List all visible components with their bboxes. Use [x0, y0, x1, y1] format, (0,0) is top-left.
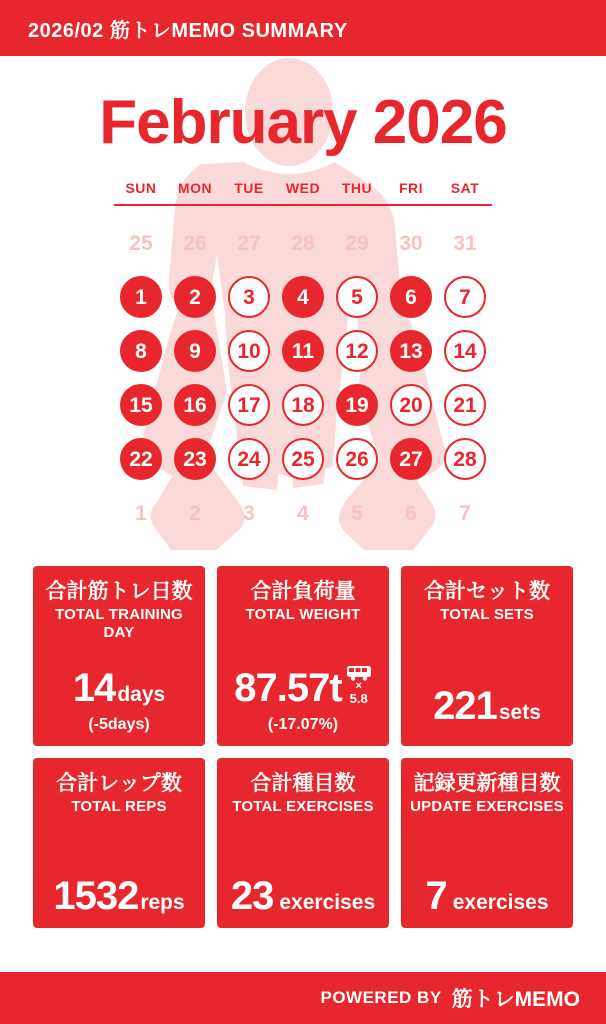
stat-unit: days	[117, 683, 166, 706]
weekday-wed: WED	[285, 180, 321, 196]
bus-multiplier: ×	[355, 679, 362, 692]
calendar-day[interactable]: 20	[390, 384, 432, 426]
calendar-weekday-row	[114, 180, 492, 206]
stat-unit: exercises	[452, 891, 549, 914]
calendar-day[interactable]: 8	[120, 330, 162, 372]
stat-delta: (-17.07%)	[267, 716, 339, 733]
calendar-day: 31	[453, 231, 477, 255]
stat-value-row	[425, 876, 548, 916]
weekday-sat: SAT	[450, 180, 480, 196]
stat-label-en: TOTAL REPS	[71, 798, 167, 816]
calendar-day[interactable]: 16	[174, 384, 216, 426]
calendar-day: 26	[183, 231, 207, 255]
stat-unit: sets	[498, 701, 541, 724]
stat-card-total-exercises	[217, 758, 389, 928]
calendar-day[interactable]: 4	[282, 276, 324, 318]
bus-count: 5.8	[349, 691, 368, 707]
calendar-day[interactable]: 25	[282, 438, 324, 480]
calendar-day-grid	[114, 216, 492, 540]
calendar-day[interactable]: 24	[228, 438, 270, 480]
stat-card-total-sets	[401, 566, 573, 746]
stat-label-jp: 合計種目数	[250, 772, 356, 795]
calendar-day[interactable]: 9	[174, 330, 216, 372]
calendar-day[interactable]: 21	[444, 384, 486, 426]
calendar-day: 25	[129, 231, 153, 255]
stat-value: 23	[230, 874, 274, 918]
stat-label-jp: 合計セット数	[424, 580, 550, 603]
stat-label-en: TOTAL SETS	[440, 606, 534, 624]
calendar-day[interactable]: 19	[336, 384, 378, 426]
calendar-day[interactable]: 3	[228, 276, 270, 318]
calendar-day[interactable]: 28	[444, 438, 486, 480]
stat-unit: exercises	[279, 891, 376, 914]
calendar-day[interactable]: 11	[282, 330, 324, 372]
calendar-day[interactable]: 7	[444, 276, 486, 318]
stat-value-row	[433, 686, 541, 726]
stat-value-row	[231, 876, 375, 916]
stat-card-training-days	[33, 566, 205, 746]
stat-value-row	[73, 668, 165, 708]
app-footer	[0, 972, 606, 1024]
calendar-day[interactable]: 26	[336, 438, 378, 480]
calendar-day[interactable]: 27	[390, 438, 432, 480]
calendar-day: 2	[189, 501, 201, 525]
stat-card-total-reps	[33, 758, 205, 928]
calendar-day: 30	[399, 231, 423, 255]
calendar-day[interactable]: 13	[390, 330, 432, 372]
stat-label-en: TOTAL EXERCISES	[232, 798, 374, 816]
stat-label-jp: 合計負荷量	[250, 580, 356, 603]
stat-value: 7	[425, 874, 447, 918]
stat-label-jp: 合計筋トレ日数	[45, 580, 193, 603]
bus-equivalent	[346, 665, 372, 706]
calendar-day: 7	[459, 501, 471, 525]
calendar-day[interactable]: 22	[120, 438, 162, 480]
calendar-day[interactable]: 1	[120, 276, 162, 318]
calendar-day: 6	[405, 501, 417, 525]
weekday-tue: TUE	[234, 180, 264, 196]
calendar-day[interactable]: 23	[174, 438, 216, 480]
stat-value-row	[53, 876, 184, 916]
calendar-day[interactable]: 6	[390, 276, 432, 318]
calendar-month-title: February 2026	[99, 88, 507, 157]
stat-value: 221	[433, 684, 497, 728]
app-header	[0, 0, 606, 56]
calendar-day: 3	[243, 501, 255, 525]
calendar-day[interactable]: 12	[336, 330, 378, 372]
stat-card-total-weight	[217, 566, 389, 746]
brand-name: 筋トレMEMO	[451, 988, 580, 1011]
calendar-day[interactable]: 17	[228, 384, 270, 426]
calendar-day: 29	[345, 231, 369, 255]
calendar-day: 5	[351, 501, 363, 525]
stat-label-jp: 記録更新種目数	[413, 772, 561, 795]
calendar-day: 28	[291, 231, 315, 255]
calendar-day: 27	[237, 231, 261, 255]
weekday-sun: SUN	[125, 180, 157, 196]
stat-label-jp: 合計レップ数	[56, 772, 182, 795]
stat-value-row	[234, 665, 371, 708]
stat-value: 1532	[53, 874, 139, 918]
calendar-day[interactable]: 14	[444, 330, 486, 372]
bus-icon	[346, 665, 372, 681]
stat-card-update-exercises	[401, 758, 573, 928]
calendar-day[interactable]: 18	[282, 384, 324, 426]
calendar-day[interactable]: 10	[228, 330, 270, 372]
stat-unit: reps	[140, 891, 185, 914]
stat-value: 14	[72, 666, 116, 710]
weekday-thu: THU	[341, 180, 373, 196]
calendar-day[interactable]: 5	[336, 276, 378, 318]
page-title: 2026/02 筋トレMEMO SUMMARY	[28, 19, 348, 42]
weekday-fri: FRI	[398, 180, 424, 196]
stat-label-en: TOTAL WEIGHT	[245, 606, 361, 624]
calendar-day: 4	[297, 501, 309, 525]
stat-value: 87.57t	[234, 666, 342, 710]
stat-label-en: UPDATE EXERCISES	[410, 798, 564, 816]
calendar-day: 1	[135, 501, 147, 525]
stat-delta: (-5days)	[88, 716, 150, 733]
calendar-day[interactable]: 2	[174, 276, 216, 318]
calendar-section	[0, 56, 606, 556]
stat-label-en: TOTAL TRAINING DAY	[55, 606, 183, 642]
powered-by-label: POWERED BY	[320, 988, 442, 1007]
summary-stats-grid	[33, 566, 573, 928]
weekday-mon: MON	[177, 180, 213, 196]
calendar-day[interactable]: 15	[120, 384, 162, 426]
